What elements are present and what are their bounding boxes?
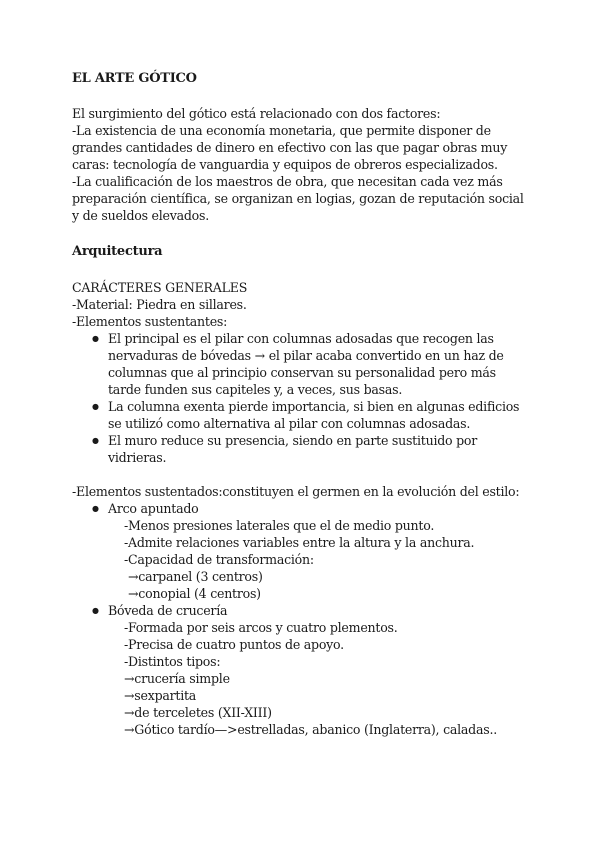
list-item: ● El muro reduce su presencia, siendo en parte sustituido por vidrieras. (92, 432, 532, 466)
document-page (72, 70, 532, 738)
sustentados-line: -Elementos sustentados:constituyen el germen en la evolución del estilo: (72, 484, 520, 499)
sustentados-list (72, 500, 532, 738)
list-item: ● La columna exenta pierde importancia, si bien en algunas edificios se utilizó como alternativa al pilar con columnas adosadas. (92, 398, 532, 432)
intro-paragraph (72, 105, 532, 224)
arco-line: -Admite relaciones variables entre la altura y la anchura. (124, 535, 475, 550)
arco-type: →carpanel (3 centros) (128, 569, 263, 584)
boveda-label: ● Bóveda de crucería (108, 603, 228, 618)
general-heading: CARÁCTERES GENERALES (72, 280, 248, 295)
boveda-line: -Distintos tipos: (124, 654, 221, 669)
material-line: -Material: Piedra en sillares. (72, 297, 247, 312)
sustentantes-line: -Elementos sustentantes: (72, 314, 228, 329)
boveda-type: →Gótico tardío—>estrelladas, abanico (Inglaterra), caladas.. (124, 722, 497, 737)
intro-line: -La existencia de una economía monetaria, que permite disponer de grandes cantidades de dinero en efectivo con las que pagar obras muy caras: tecnología de vanguardia y equipos de obreros especializados. (72, 123, 508, 172)
section-heading: Arquitectura (72, 244, 163, 259)
boveda-type: →de terceletes (XII-XIII) (124, 705, 272, 720)
boveda-type: →sexpartita (124, 688, 197, 703)
sustentantes-list (72, 330, 532, 466)
arco-label: ● Arco apuntado (108, 501, 199, 516)
document-title: EL ARTE GÓTICO (72, 71, 197, 86)
arco-line: -Menos presiones laterales que el de medio punto. (124, 518, 435, 533)
list-item: ● El principal es el pilar con columnas adosadas que recogen las nervaduras de bóvedas → el pilar acaba convertido en un haz de columnas que al principio conservan su personalidad pero más tarde funden sus capiteles y, a veces, sus basas. (92, 330, 532, 398)
list-item-arco (92, 500, 532, 602)
boveda-line: -Formada por seis arcos y cuatro plementos. (124, 620, 398, 635)
boveda-line: -Precisa de cuatro puntos de apoyo. (124, 637, 344, 652)
intro-line: -La cualificación de los maestros de obra, que necesitan cada vez más preparación científica, se organizan en logias, gozan de reputación social y de sueldos elevados. (72, 174, 524, 223)
intro-line: El surgimiento del gótico está relacionado con dos factores: (72, 106, 441, 121)
list-item-boveda (92, 602, 532, 738)
arco-line: -Capacidad de transformación: (124, 552, 314, 567)
spacer (72, 466, 532, 483)
boveda-line: →crucería simple (124, 671, 230, 686)
arco-type: →conopial (4 centros) (128, 586, 261, 601)
